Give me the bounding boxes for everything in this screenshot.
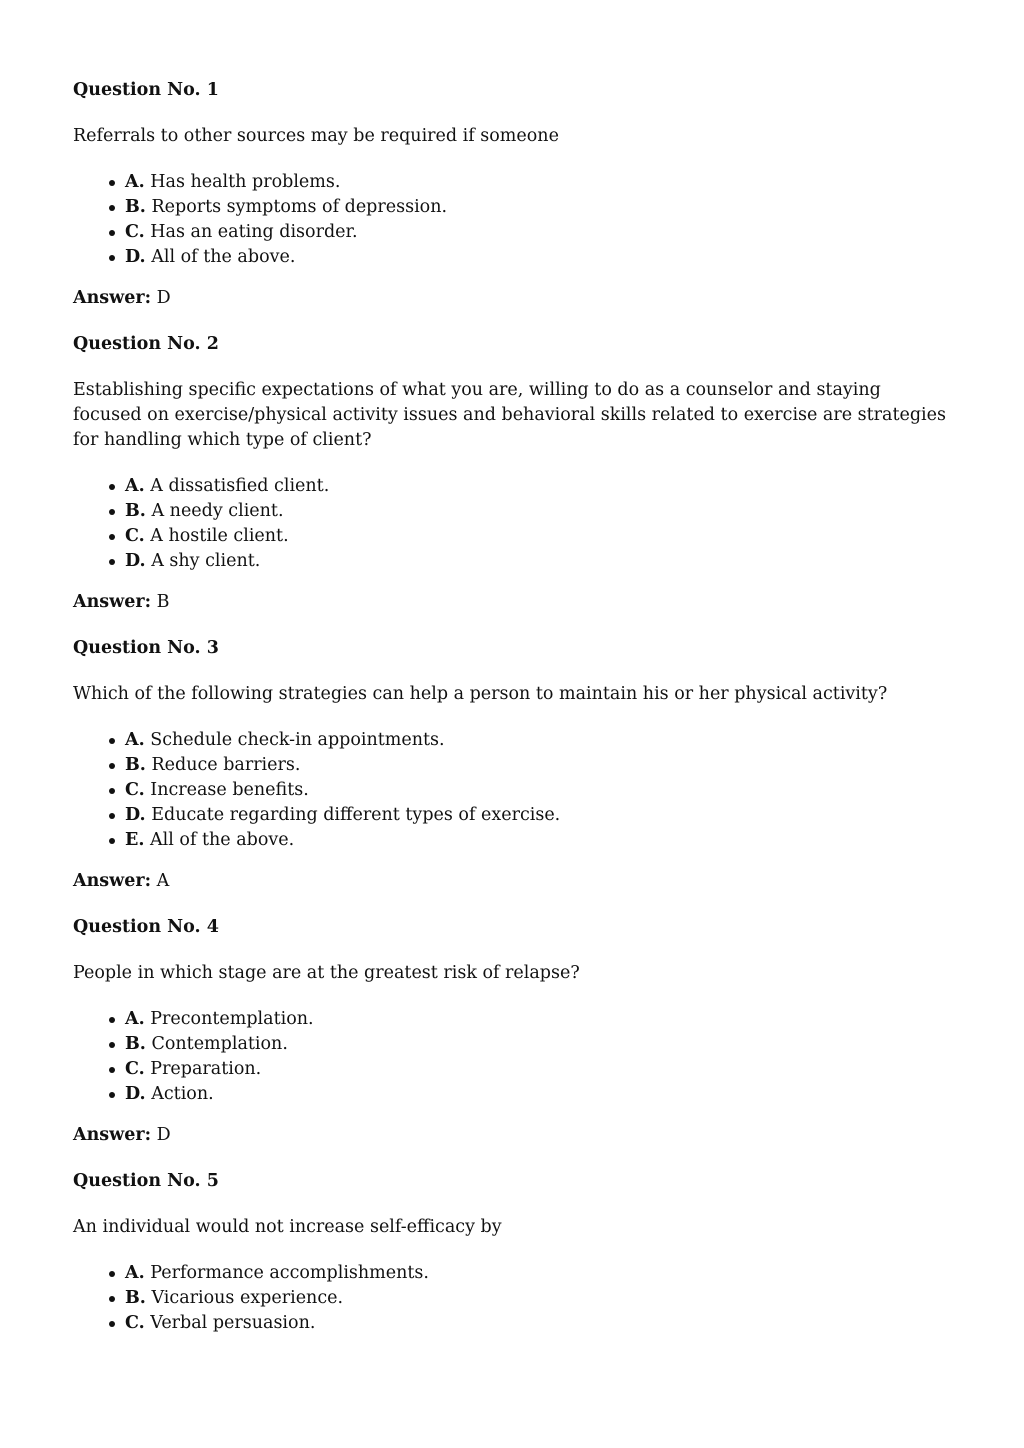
option-letter: B. [125, 1034, 146, 1054]
option-item [107, 1286, 953, 1311]
question-title: Question No. 4 [73, 917, 219, 937]
question-block [73, 78, 953, 311]
option-letter: E. [125, 830, 145, 850]
option-item [107, 245, 953, 270]
answer-value: D [156, 1125, 171, 1145]
answer-line [73, 590, 953, 615]
option-letter: A. [125, 1009, 145, 1029]
question-text: Establishing specific expectations of what you are, willing to do as a counselor and staying focused on exercise/physical activity issues and behavioral skills related to exercise are strategies for handling which type of client? [73, 380, 946, 450]
question-block [73, 636, 953, 894]
option-letter: A. [125, 476, 145, 496]
option-letter: A. [125, 730, 145, 750]
option-item [107, 1007, 953, 1032]
option-letter: C. [125, 1313, 145, 1333]
option-list [73, 728, 953, 853]
question-title: Question No. 1 [73, 80, 219, 100]
option-letter: C. [125, 780, 145, 800]
option-item [107, 828, 953, 853]
option-text: Performance accomplishments. [150, 1263, 429, 1283]
answer-label: Answer: [73, 1125, 152, 1145]
option-letter: C. [125, 222, 145, 242]
answer-label: Answer: [73, 592, 152, 612]
option-text: Precontemplation. [150, 1009, 314, 1029]
option-text: Has an eating disorder. [150, 222, 358, 242]
answer-label: Answer: [73, 871, 152, 891]
option-item [107, 195, 953, 220]
option-item [107, 220, 953, 245]
option-letter: D. [125, 551, 146, 571]
option-item [107, 1032, 953, 1057]
option-text: Educate regarding different types of exercise. [151, 805, 561, 825]
option-list [73, 1261, 953, 1336]
option-letter: D. [125, 247, 146, 267]
option-text: Preparation. [150, 1059, 262, 1079]
option-list [73, 170, 953, 270]
option-text: All of the above. [151, 247, 296, 267]
option-item [107, 778, 953, 803]
option-item [107, 524, 953, 549]
question-title: Question No. 3 [73, 638, 219, 658]
option-text: Reports symptoms of depression. [151, 197, 448, 217]
option-item [107, 1311, 953, 1336]
option-text: Increase benefits. [150, 780, 309, 800]
question-block [73, 332, 953, 615]
question-text: Referrals to other sources may be required if someone [73, 126, 559, 146]
option-letter: B. [125, 755, 146, 775]
option-item [107, 728, 953, 753]
answer-line [73, 869, 953, 894]
option-letter: C. [125, 1059, 145, 1079]
option-letter: B. [125, 197, 146, 217]
option-letter: C. [125, 526, 145, 546]
option-letter: B. [125, 501, 146, 521]
option-item [107, 1082, 953, 1107]
option-text: A hostile client. [150, 526, 289, 546]
answer-label: Answer: [73, 288, 152, 308]
answer-line [73, 1123, 953, 1148]
option-letter: A. [125, 1263, 145, 1283]
option-text: Verbal persuasion. [150, 1313, 316, 1333]
option-item [107, 499, 953, 524]
option-text: Vicarious experience. [151, 1288, 344, 1308]
option-item [107, 1261, 953, 1286]
option-text: Schedule check-in appointments. [150, 730, 445, 750]
answer-value: B [156, 592, 170, 612]
option-letter: D. [125, 805, 146, 825]
option-text: Action. [151, 1084, 214, 1104]
option-list [73, 1007, 953, 1107]
option-item [107, 170, 953, 195]
option-text: A needy client. [151, 501, 284, 521]
option-text: All of the above. [150, 830, 295, 850]
answer-line [73, 286, 953, 311]
option-text: Has health problems. [150, 172, 341, 192]
option-text: A dissatisfied client. [150, 476, 330, 496]
question-block [73, 1169, 953, 1336]
option-text: Reduce barriers. [151, 755, 301, 775]
answer-value: A [156, 871, 170, 891]
option-text: Contemplation. [151, 1034, 288, 1054]
option-item [107, 549, 953, 574]
option-item [107, 474, 953, 499]
option-text: A shy client. [151, 551, 261, 571]
question-title: Question No. 5 [73, 1171, 219, 1191]
answer-value: D [156, 288, 171, 308]
option-item [107, 803, 953, 828]
option-item [107, 1057, 953, 1082]
document-page [73, 78, 953, 1357]
option-letter: A. [125, 172, 145, 192]
question-text: People in which stage are at the greatest risk of relapse? [73, 963, 580, 983]
option-letter: B. [125, 1288, 146, 1308]
question-text: Which of the following strategies can help a person to maintain his or her physical activity? [73, 684, 888, 704]
question-block [73, 915, 953, 1148]
option-letter: D. [125, 1084, 146, 1104]
option-item [107, 753, 953, 778]
question-title: Question No. 2 [73, 334, 219, 354]
option-list [73, 474, 953, 574]
question-text: An individual would not increase self-efficacy by [73, 1217, 502, 1237]
